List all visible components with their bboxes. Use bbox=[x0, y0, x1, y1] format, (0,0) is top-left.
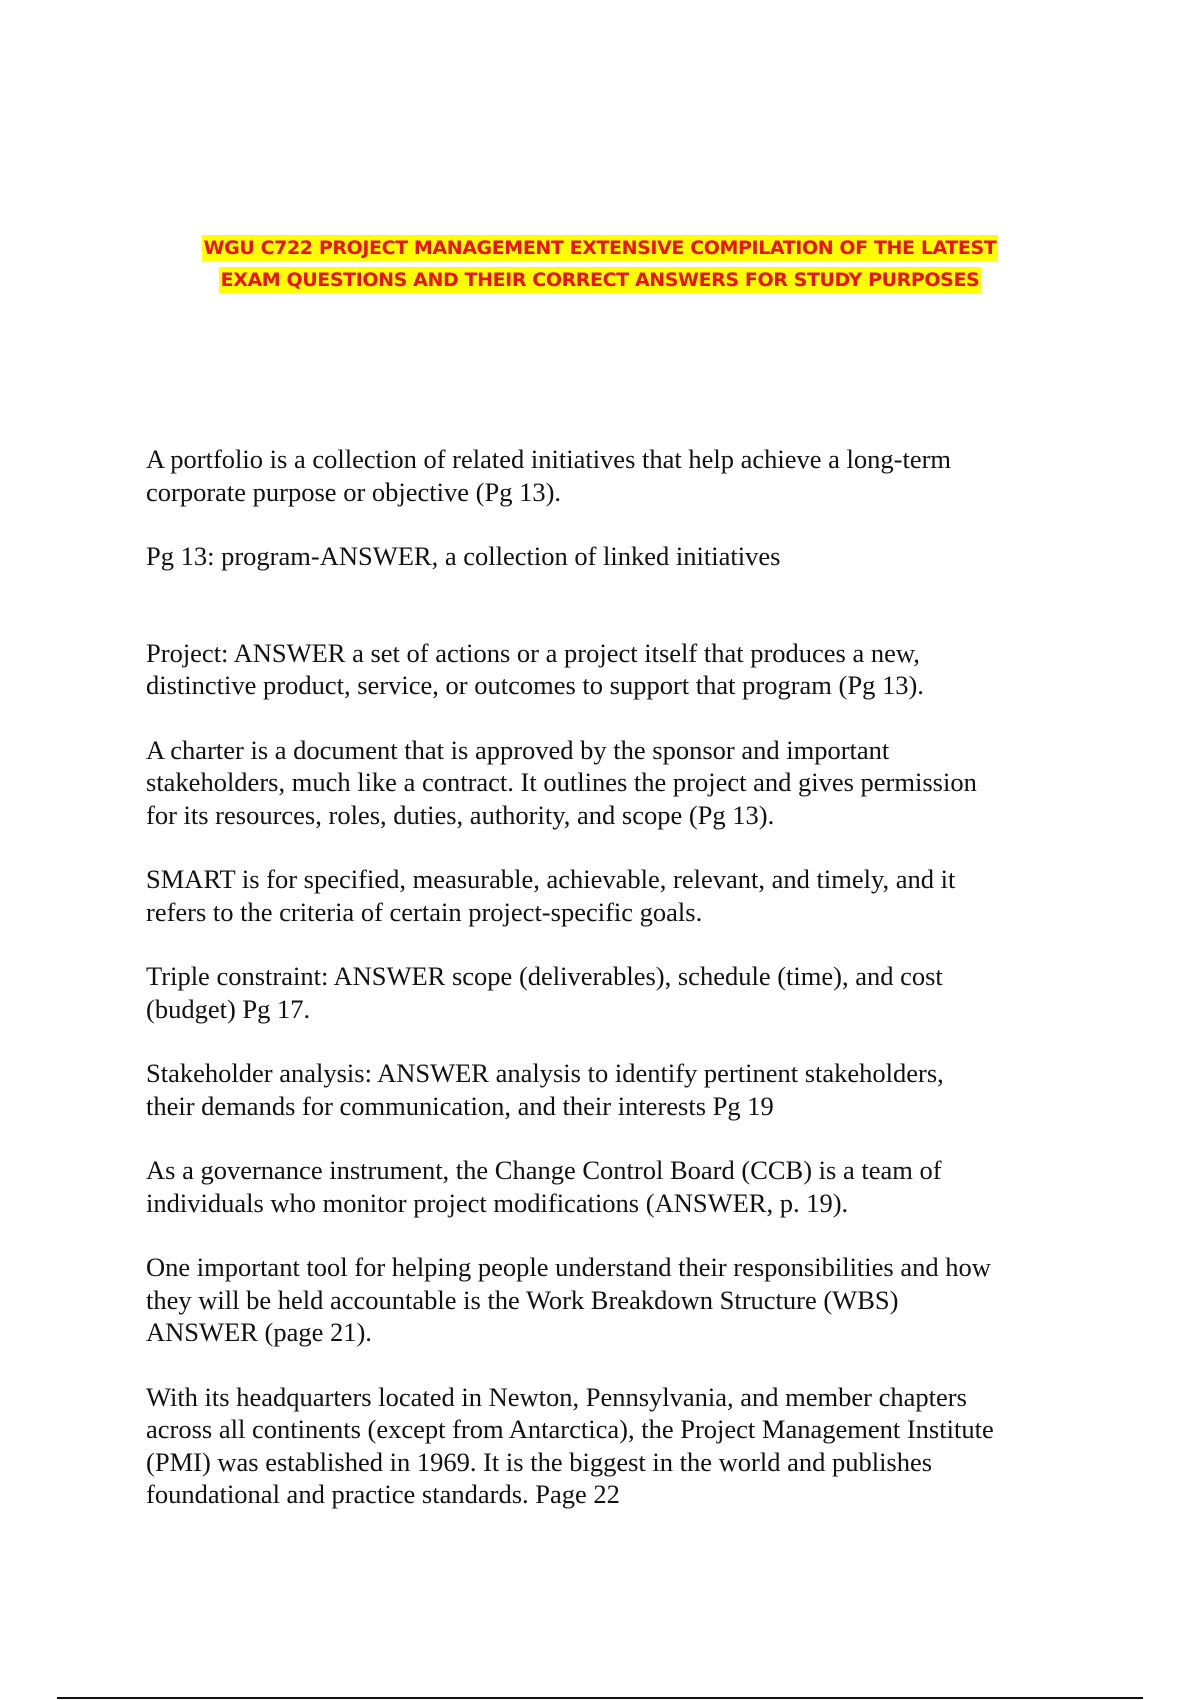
paragraph-triple-constraint: Triple constraint: ANSWER scope (deliverables), schedule (time), and cost (budget) Pg 17. bbox=[146, 961, 943, 1024]
paragraph-charter: A charter is a document that is approved by the sponsor and important stakeholders, much like a contract. It outlines the project and gives permission for its resources, roles, duties, authority, and scope (Pg 13). bbox=[146, 734, 977, 830]
title-line-2: EXAM QUESTIONS AND THEIR CORRECT ANSWERS FOR STUDY PURPOSES bbox=[220, 269, 980, 291]
paragraph-wbs: One important tool for helping people understand their responsibilities and how they will be held accountable is the Work Breakdown Structure (WBS) ANSWER (page 21). bbox=[146, 1252, 991, 1347]
document-body bbox=[146, 443, 1066, 1543]
paragraph-project: Project: ANSWER a set of actions or a project itself that produces a new, distinctive product, service, or outcomes to support that program (Pg 13). bbox=[146, 637, 924, 700]
paragraph-stakeholder-analysis: Stakeholder analysis: ANSWER analysis to identify pertinent stakeholders, their demands for communication, and their interests Pg 19 bbox=[146, 1058, 944, 1121]
paragraph-smart: SMART is for specified, measurable, achievable, relevant, and timely, and it refers to the criteria of certain project-specific goals. bbox=[146, 864, 956, 927]
footer-divider bbox=[57, 1697, 1143, 1699]
paragraph-program: Pg 13: program-ANSWER, a collection of linked initiatives bbox=[146, 541, 781, 571]
title-line-1: WGU C722 PROJECT MANAGEMENT EXTENSIVE COMPILATION OF THE LATEST bbox=[203, 237, 997, 259]
document-title bbox=[100, 232, 1100, 296]
paragraph-ccb: As a governance instrument, the Change Control Board (CCB) is a team of individuals who monitor project modifications (ANSWER, p. 19). bbox=[146, 1155, 942, 1218]
paragraph-pmi: With its headquarters located in Newton, Pennsylvania, and member chapters across all continents (except from Antarctica), the Project Management Institute (PMI) was established in 1969. It is the biggest in the world and publishes foundational and practice standards. Page 22 bbox=[146, 1381, 994, 1509]
paragraph-portfolio: A portfolio is a collection of related initiatives that help achieve a long-term corporate purpose or objective (Pg 13). bbox=[146, 444, 952, 507]
